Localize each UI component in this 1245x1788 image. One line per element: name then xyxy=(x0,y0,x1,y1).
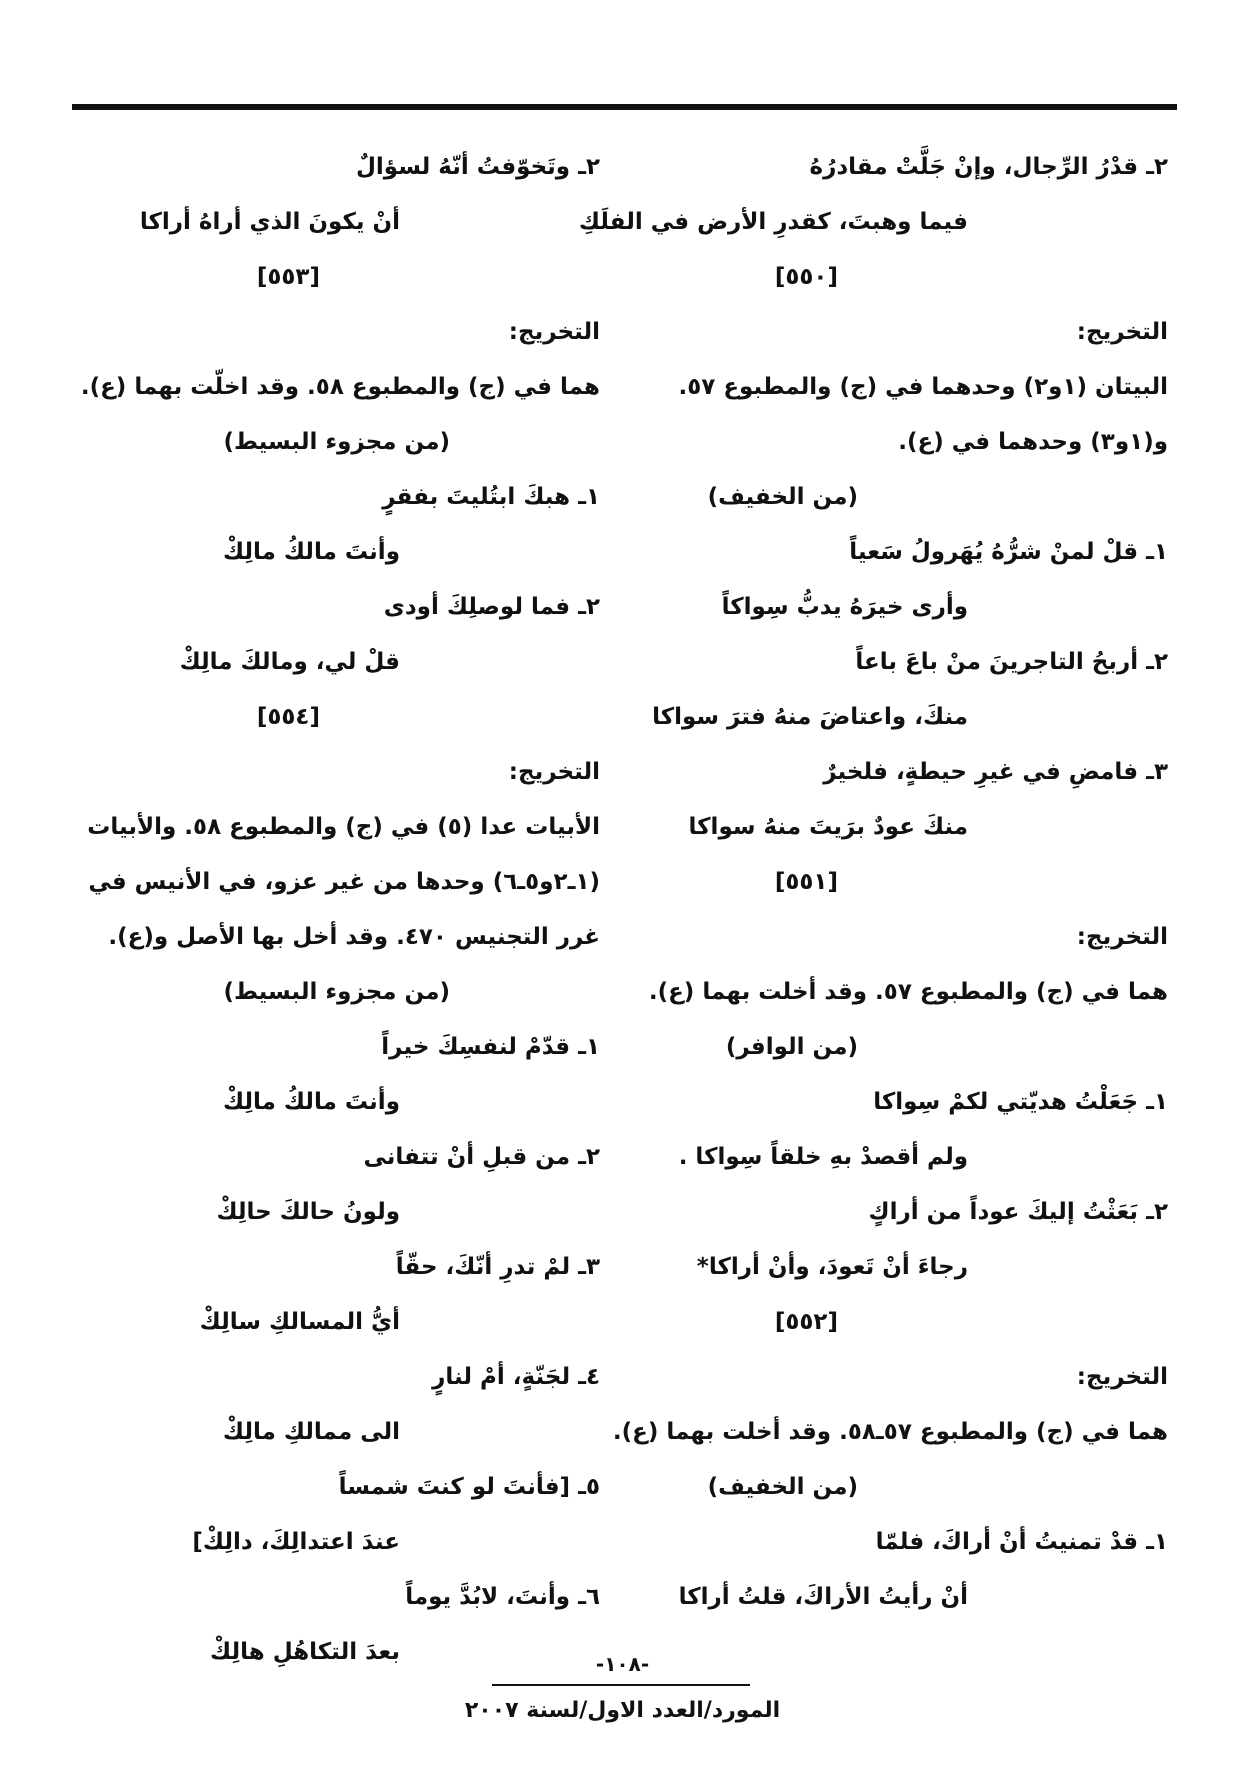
meter-label: (من مجزوء البسيط) xyxy=(223,429,450,455)
source-note: هما في (ج) والمطبوع ٥٧ـ٥٨. وقد أخلت بهما (ع). xyxy=(612,1419,1168,1445)
section-heading: التخريج: xyxy=(1076,319,1168,345)
poem-number: [٥٥١] xyxy=(774,869,838,895)
verse-second-hemistich: بعدَ التكاهُلِ هالِكْ xyxy=(210,1639,400,1665)
poem-number: [٥٥٤] xyxy=(256,704,320,730)
verse-first-hemistich: ٢ـ وتَخوّفتُ أنّهُ لسؤالٌ xyxy=(355,154,600,180)
source-note: هما في (ج) والمطبوع ٥٨. وقد اخلّت بهما (ع). xyxy=(80,374,600,400)
source-note: البيتان (١و٢) وحدهما في (ج) والمطبوع ٥٧. xyxy=(678,374,1168,400)
verse-first-hemistich: ٤ـ لجَنّةٍ، أمْ لنارٍ xyxy=(432,1364,600,1390)
meter-label: (من الخفيف) xyxy=(707,484,858,510)
verse-first-hemistich: ١ـ قلْ لمنْ شرُّهُ يُهَرولُ سَعياً xyxy=(849,539,1168,565)
verse-first-hemistich: ٣ـ لمْ تدرِ أنّكَ، حقّاً xyxy=(395,1254,600,1280)
header-rule xyxy=(72,104,1177,110)
verse-first-hemistich: ١ـ قدّمْ لنفسِكَ خيراً xyxy=(381,1034,600,1060)
verse-first-hemistich: ٥ـ [فأنتَ لو كنتَ شمساً xyxy=(338,1474,600,1500)
verse-second-hemistich: أيُّ المسالكِ سالِكْ xyxy=(199,1309,400,1335)
right-column xyxy=(578,140,1168,1625)
verse-second-hemistich: ولم أقصدْ بهِ خلقاً سِواكا . xyxy=(678,1144,968,1170)
verse-second-hemistich: عندَ اعتدالِكَ، دالِكْ] xyxy=(192,1529,400,1555)
section-heading: التخريج: xyxy=(508,759,600,785)
source-note: (١ـ٢و٥ـ٦) وحدها من غير عزو، في الأنيس في xyxy=(88,869,600,895)
verse-first-hemistich: ٢ـ قدْرُ الرِّجال، وإنْ جَلَّتْ مقادرُهُ xyxy=(809,154,1168,180)
verse-second-hemistich: وأنتَ مالكُ مالِكْ xyxy=(222,539,400,565)
left-column xyxy=(60,140,600,1680)
verse-first-hemistich: ٢ـ أربحُ التاجرينَ منْ باعَ باعاً xyxy=(855,649,1168,675)
meter-label: (من مجزوء البسيط) xyxy=(223,979,450,1005)
verse-second-hemistich: وأرى خيرَهُ يدبُّ سِواكاً xyxy=(721,594,968,620)
verse-first-hemistich: ٦ـ وأنتَ، لابُدَّ يوماً xyxy=(405,1584,600,1610)
verse-second-hemistich: وأنتَ مالكُ مالِكْ xyxy=(222,1089,400,1115)
source-note: هما في (ج) والمطبوع ٥٧. وقد أخلت بهما (ع). xyxy=(648,979,1168,1005)
verse-first-hemistich: ٢ـ فما لوصلِكَ أودى xyxy=(383,594,600,620)
verse-second-hemistich: فيما وهبتَ، كقدرِ الأرض في الفلَكِ xyxy=(578,209,968,235)
verse-first-hemistich: ١ـ جَعَلْتُ هديّتي لكمْ سِواكا xyxy=(873,1089,1168,1115)
verse-first-hemistich: ١ـ هبكَ ابتُليتَ بفقرٍ xyxy=(382,484,600,510)
source-note: غرر التجنيس ٤٧٠. وقد أخل بها الأصل و(ع). xyxy=(108,924,600,950)
verse-second-hemistich: ولونُ حالكَ حالِكْ xyxy=(216,1199,400,1225)
page-number: -١٠٨- xyxy=(595,1652,650,1676)
footer-rule xyxy=(492,1684,750,1686)
verse-first-hemistich: ٣ـ فامضِ في غيرِ حيطةٍ، فلخيرٌ xyxy=(823,759,1168,785)
section-heading: التخريج: xyxy=(1076,1364,1168,1390)
source-note: الأبيات عدا (٥) في (ج) والمطبوع ٥٨. والأبيات xyxy=(87,814,600,840)
verse-second-hemistich: أنْ يكونَ الذي أراهُ أراكا xyxy=(139,209,400,235)
source-note: و(١و٣) وحدهما في (ع). xyxy=(898,429,1168,455)
poem-number: [٥٥٠] xyxy=(774,264,838,290)
poem-number: [٥٥٢] xyxy=(774,1309,838,1335)
verse-second-hemistich: منكَ، واعتاضَ منهُ فترَ سواكا xyxy=(652,704,968,730)
verse-second-hemistich: الى ممالكِ مالِكْ xyxy=(222,1419,400,1445)
meter-label: (من الخفيف) xyxy=(707,1474,858,1500)
journal-footer: المورد/العدد الاول/لسنة ٢٠٠٧ xyxy=(464,1698,781,1723)
verse-second-hemistich: قلْ لي، ومالكَ مالِكْ xyxy=(179,649,400,675)
verse-second-hemistich: منكَ عودٌ برَيتَ منهُ سواكا xyxy=(688,814,968,840)
verse-first-hemistich: ٢ـ بَعَثْتُ إليكَ عوداً من أراكٍ xyxy=(868,1199,1168,1225)
verse-first-hemistich: ٢ـ من قبلِ أنْ تتفانى xyxy=(363,1144,600,1170)
section-heading: التخريج: xyxy=(508,319,600,345)
poem-number: [٥٥٣] xyxy=(256,264,320,290)
section-heading: التخريج: xyxy=(1076,924,1168,950)
verse-second-hemistich: أنْ رأيتُ الأراكَ، قلتُ أراكا xyxy=(678,1584,968,1610)
meter-label: (من الوافر) xyxy=(725,1034,858,1060)
verse-second-hemistich: رجاءَ أنْ تَعودَ، وأنْ أراكا* xyxy=(696,1254,968,1280)
verse-first-hemistich: ١ـ قدْ تمنيتُ أنْ أراكَ، فلمّا xyxy=(875,1529,1168,1555)
